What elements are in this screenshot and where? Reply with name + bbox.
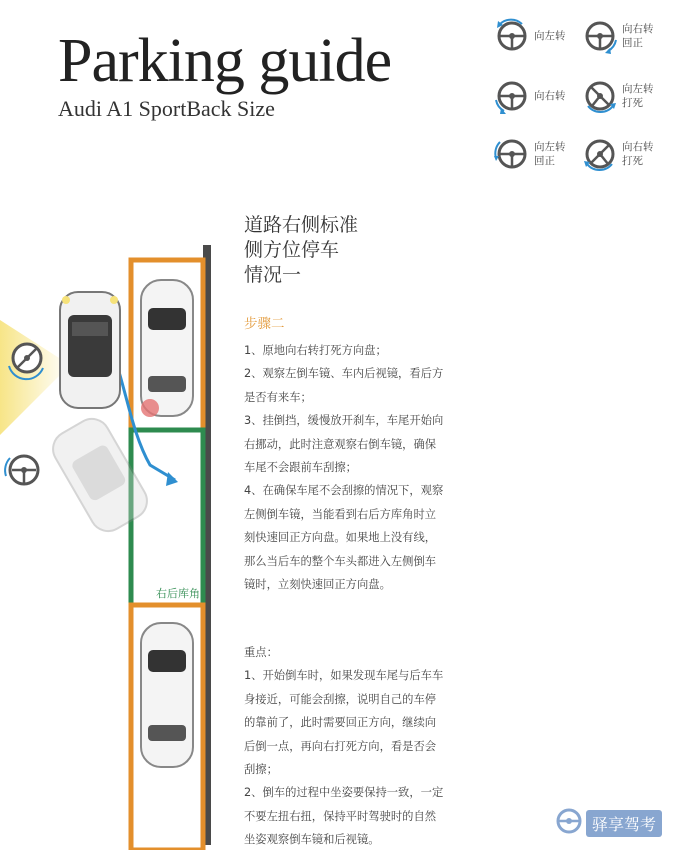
contact-point-marker bbox=[141, 399, 159, 417]
steering-left-arrow-icon bbox=[492, 16, 532, 56]
legend-item bbox=[492, 134, 572, 174]
key-point-1: 1、开始倒车时，如果发现车尾与后车车身接近，可能会刮擦，说明自己的车停的靠前了，此时需要回正方向，继续向后倒一点，再向右打死方向，看是否会刮擦； bbox=[244, 669, 444, 776]
corner-label: 右后库角 bbox=[156, 587, 200, 600]
legend-label: 向右转 打死 bbox=[622, 141, 654, 167]
legend-label: 向左转 打死 bbox=[622, 83, 654, 109]
legend-label: 向左转 bbox=[534, 30, 566, 42]
legend-label: 向左转 回正 bbox=[534, 141, 566, 167]
key-point-2: 2、倒车的过程中坐姿要保持一致，一定不要左扭右扭，保持平时驾驶时的自然坐姿观察倒车镜和后视镜。 bbox=[244, 786, 444, 846]
steering-full-right-icon bbox=[580, 134, 620, 174]
front-parked-car bbox=[141, 280, 193, 416]
legend-label: 向右转 回正 bbox=[622, 23, 654, 49]
heading-line: 情况一 bbox=[244, 264, 302, 286]
step-1: 1、原地向右转打死方向盘； bbox=[244, 344, 387, 357]
steering-logo-icon bbox=[556, 808, 582, 838]
target-space-outline bbox=[131, 430, 203, 605]
step-4: 4、在确保车尾不会刮擦的情况下，观察左侧倒车镜，当能看到右后方库角时立刻快速回正方向盘。如果地上没有线，那么当后车的整个车头都进入左侧倒车镜时，立刻快速回正方向盘。 bbox=[244, 484, 444, 591]
legend-item bbox=[580, 76, 660, 116]
key-label: 重点： bbox=[244, 646, 278, 659]
heading-line: 道路右侧标准 bbox=[244, 214, 359, 236]
step-3: 3、挂倒挡，缓慢放开刹车，车尾开始向右挪动，此时注意观察右倒车镜，确保车尾不会跟前车刮擦； bbox=[244, 414, 444, 474]
section-heading bbox=[244, 213, 358, 288]
legend-item bbox=[492, 76, 572, 116]
brand-name: 驿享驾考 bbox=[586, 810, 662, 837]
parking-diagram bbox=[0, 190, 240, 850]
steering-return-from-left-icon bbox=[492, 134, 532, 174]
step-label: 步骤二 bbox=[244, 316, 285, 332]
heading-line: 侧方位停车 bbox=[244, 239, 340, 261]
rear-parked-car bbox=[141, 623, 193, 767]
legend-item bbox=[580, 134, 660, 174]
steering-legend bbox=[488, 6, 675, 176]
legend-label: 向右转 bbox=[534, 90, 566, 102]
page-subtitle: Audi A1 SportBack Size bbox=[58, 96, 275, 121]
steering-return-indicator bbox=[5, 456, 38, 484]
step-2: 2、观察左倒车镜、车内后视镜，看后方是否有来车； bbox=[244, 367, 444, 404]
main-car bbox=[60, 292, 120, 408]
steering-right-arrow-icon bbox=[492, 76, 532, 116]
steering-return-from-right-icon bbox=[580, 16, 620, 56]
legend-item bbox=[492, 16, 572, 56]
legend-item bbox=[580, 16, 660, 56]
brand-watermark bbox=[556, 808, 662, 838]
steering-full-left-icon bbox=[580, 76, 620, 116]
page-title: Parking guide bbox=[58, 27, 392, 95]
